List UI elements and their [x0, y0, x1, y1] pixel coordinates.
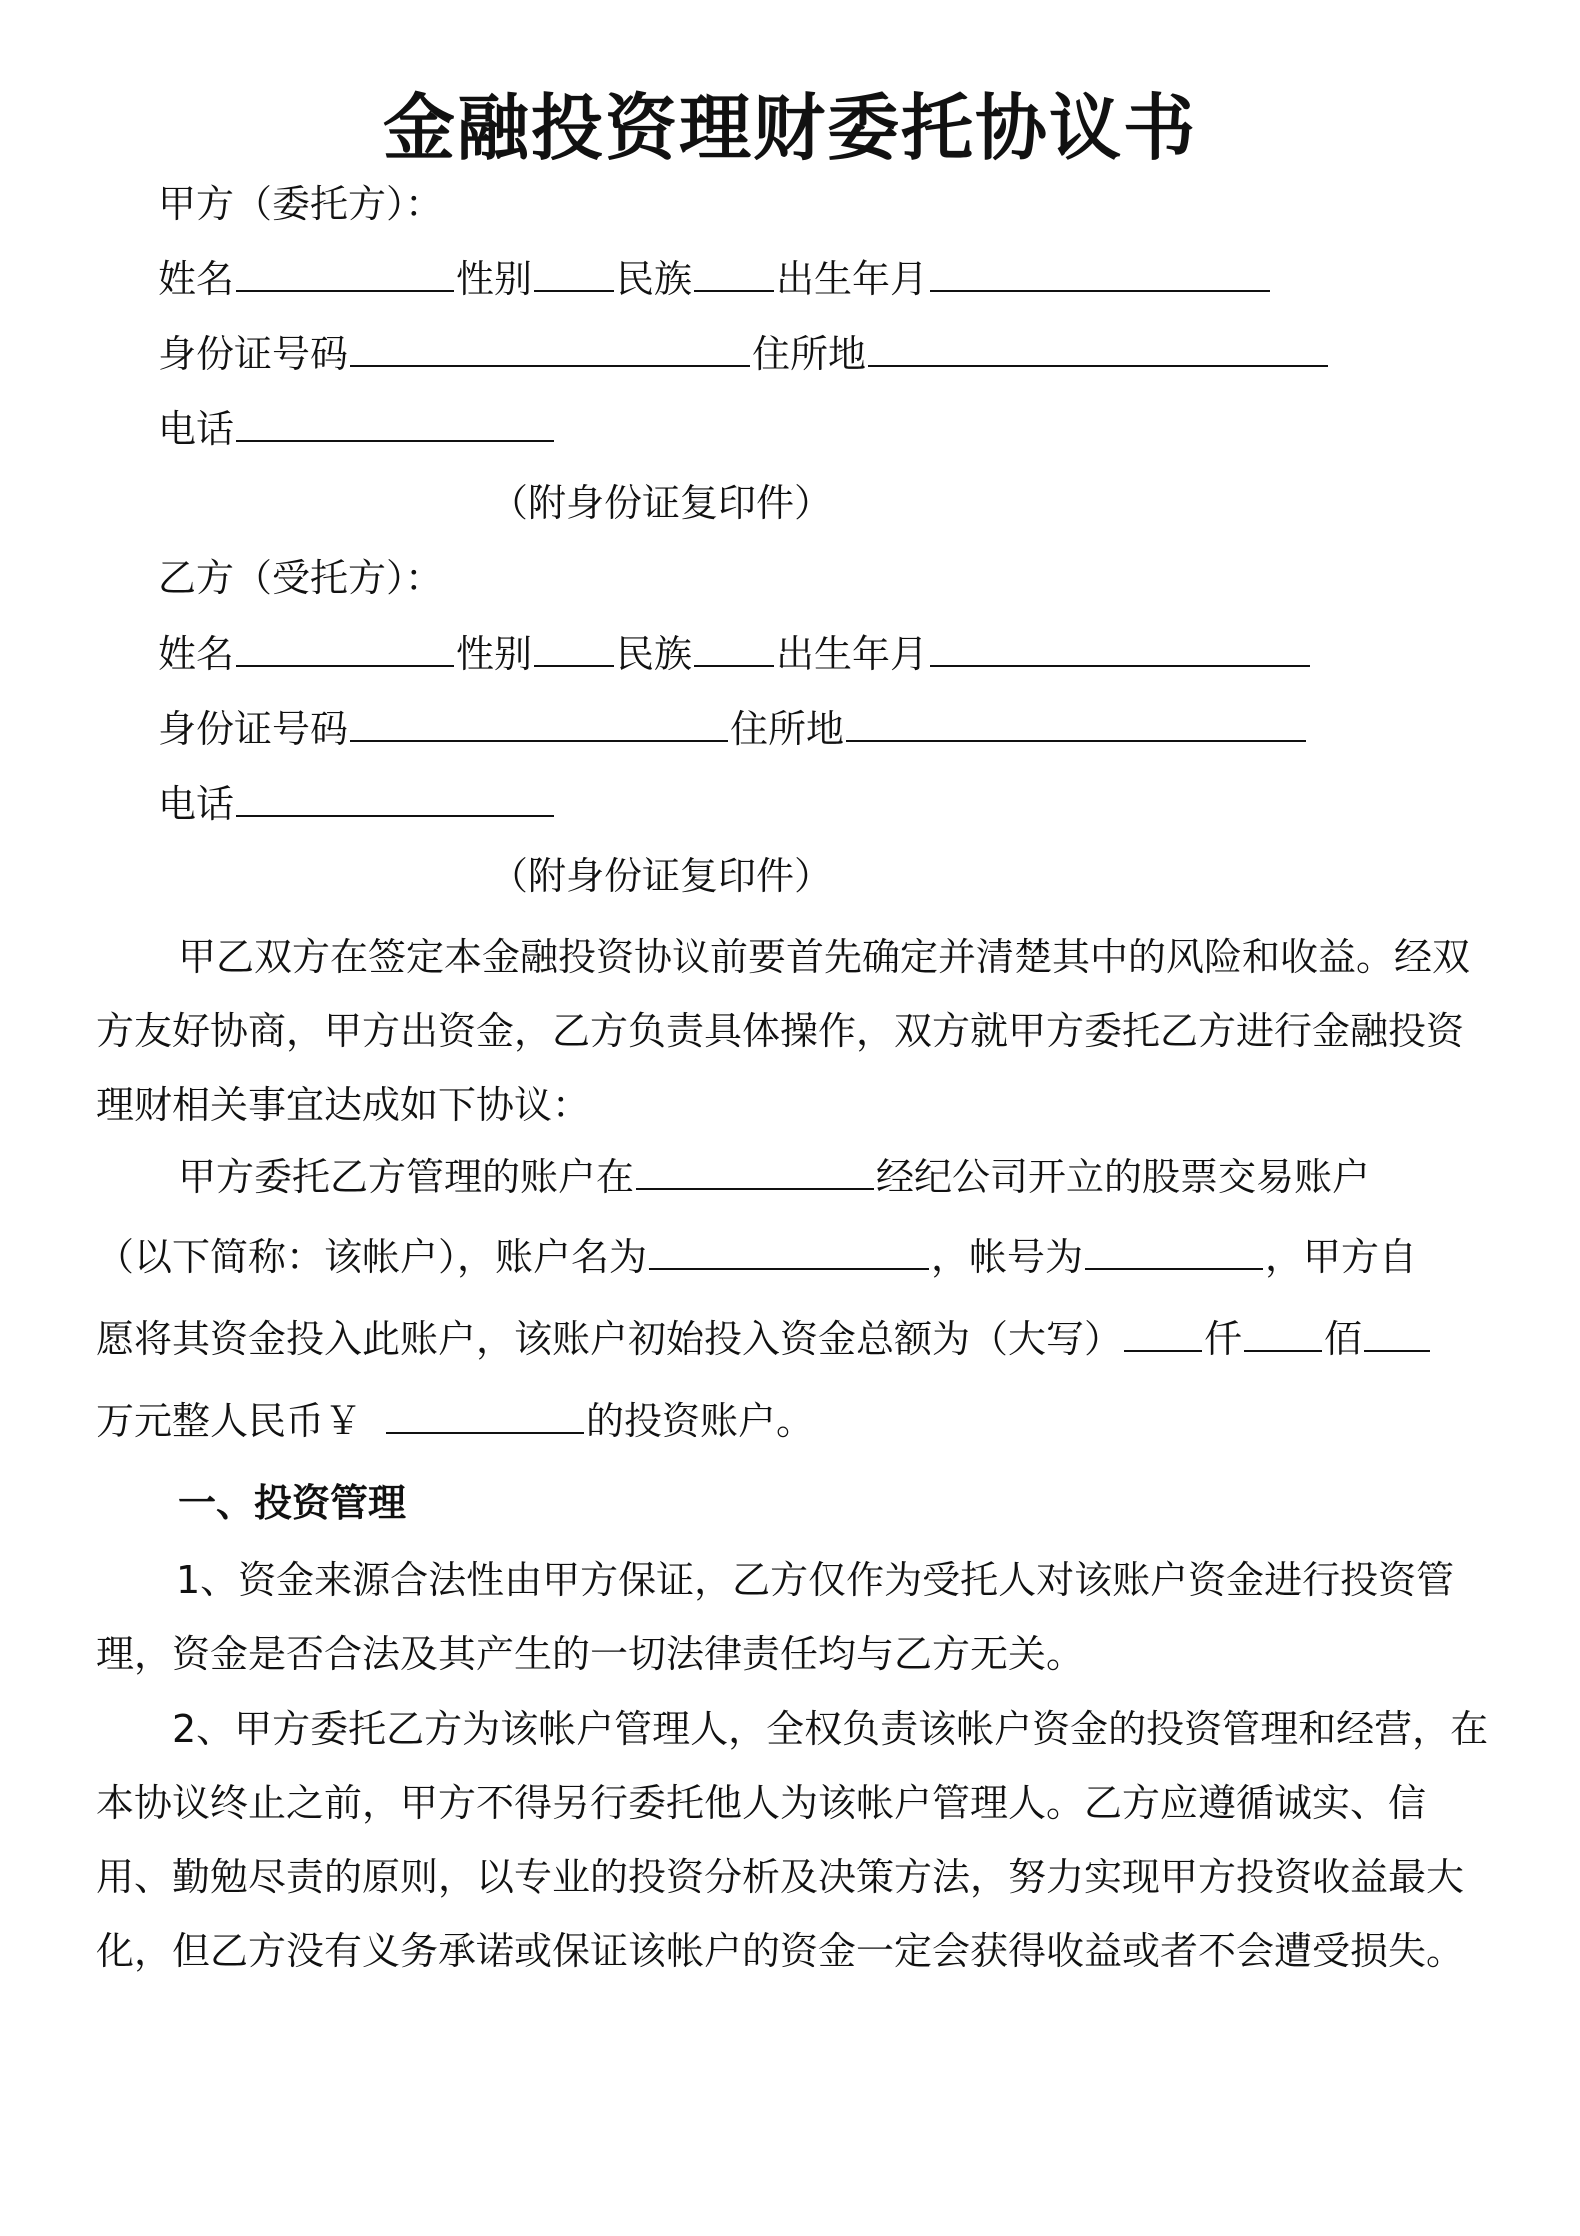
gender-blank[interactable]: [534, 625, 614, 667]
account-text: 愿将其资金投入此账户，该账户初始投入资金总额为（大写）: [96, 1317, 1123, 1361]
address-blank[interactable]: [846, 700, 1306, 742]
gender-label: 性别: [456, 632, 533, 676]
clause-2: 2、甲方委托乙方为该帐户管理人，全权负责该帐户资金的投资管理和经营，在本协议终止之前，甲方不得另行委托他人为该帐户管理人。乙方应遵循诚实、信用、勤勉尽责的原则，以专业的投资分析及决策方法，努力实现甲方投资收益最大化，但乙方没有义务承诺或保证该帐户的资金一定会获得收益或者不会遭受损失。: [96, 1707, 1489, 1973]
id-label: 身份证号码: [158, 707, 349, 751]
account-text: ，帐号为: [931, 1235, 1084, 1279]
account-text: 甲方委托乙方管理的账户在: [178, 1155, 635, 1199]
amount-ten-blank[interactable]: [1364, 1310, 1430, 1352]
party-b-heading: 乙方（受托方）：: [158, 556, 444, 600]
account-line-1: [178, 1148, 1370, 1205]
party-a-heading: 甲方（委托方）：: [158, 182, 444, 226]
party-b-basic-row: [158, 625, 1312, 682]
amount-thousand-blank[interactable]: [1124, 1310, 1202, 1352]
name-blank[interactable]: [236, 250, 454, 292]
ethnicity-label: 民族: [616, 632, 693, 676]
broker-blank[interactable]: [636, 1148, 874, 1190]
party-a-basic-row: [158, 250, 1272, 307]
name-blank[interactable]: [236, 625, 454, 667]
section-1-title: 一、投资管理: [178, 1481, 407, 1525]
birth-blank[interactable]: [930, 625, 1310, 667]
party-b-attach-note: （附身份证复印件）: [490, 854, 833, 898]
account-text: 万元整人民币￥: [96, 1399, 363, 1443]
phone-label: 电话: [158, 407, 235, 451]
party-a-phone-row: [158, 400, 556, 457]
document-title: 金融投资理财委托协议书: [382, 86, 1197, 170]
account-text: （以下简称：该帐户），账户名为: [96, 1235, 648, 1279]
address-label: 住所地: [752, 332, 867, 376]
account-text: 经纪公司开立的股票交易账户: [876, 1155, 1371, 1199]
account-text: 的投资账户。: [586, 1399, 815, 1443]
address-label: 住所地: [730, 707, 845, 751]
account-name-blank[interactable]: [649, 1228, 929, 1270]
id-blank[interactable]: [350, 700, 728, 742]
party-a-attach-note: （附身份证复印件）: [490, 481, 833, 525]
gender-label: 性别: [456, 257, 533, 301]
party-b-phone-row: [158, 775, 556, 832]
gender-blank[interactable]: [534, 250, 614, 292]
birth-blank[interactable]: [930, 250, 1270, 292]
amount-hundred-blank[interactable]: [1244, 1310, 1322, 1352]
name-label: 姓名: [158, 632, 235, 676]
ethnicity-label: 民族: [616, 257, 693, 301]
birth-label: 出生年月: [776, 257, 929, 301]
clause-1: 1、资金来源合法性由甲方保证，乙方仅作为受托人对该账户资金进行投资管理，资金是否合法及其产生的一切法律责任均与乙方无关。: [96, 1558, 1455, 1676]
amount-rmb-blank[interactable]: [386, 1392, 584, 1434]
account-number-blank[interactable]: [1085, 1228, 1263, 1270]
name-label: 姓名: [158, 257, 235, 301]
party-a-id-row: [158, 325, 1330, 382]
intro-paragraph: 甲乙双方在签定本金融投资协议前要首先确定并清楚其中的风险和收益。经双方友好协商，甲方出资金，乙方负责具体操作，双方就甲方委托乙方进行金融投资理财相关事宜达成如下协议：: [96, 935, 1471, 1127]
account-text: ，甲方自: [1265, 1235, 1418, 1279]
phone-label: 电话: [158, 782, 235, 826]
account-line-2: [96, 1228, 1417, 1285]
account-text: 佰: [1324, 1317, 1363, 1361]
phone-blank[interactable]: [236, 775, 554, 817]
account-line-3: [96, 1310, 1432, 1367]
phone-blank[interactable]: [236, 400, 554, 442]
ethnicity-blank[interactable]: [694, 250, 774, 292]
birth-label: 出生年月: [776, 632, 929, 676]
account-text: 仟: [1204, 1317, 1243, 1361]
address-blank[interactable]: [868, 325, 1328, 367]
ethnicity-blank[interactable]: [694, 625, 774, 667]
id-blank[interactable]: [350, 325, 750, 367]
id-label: 身份证号码: [158, 332, 349, 376]
account-line-4: [96, 1392, 814, 1449]
party-b-id-row: [158, 700, 1308, 757]
